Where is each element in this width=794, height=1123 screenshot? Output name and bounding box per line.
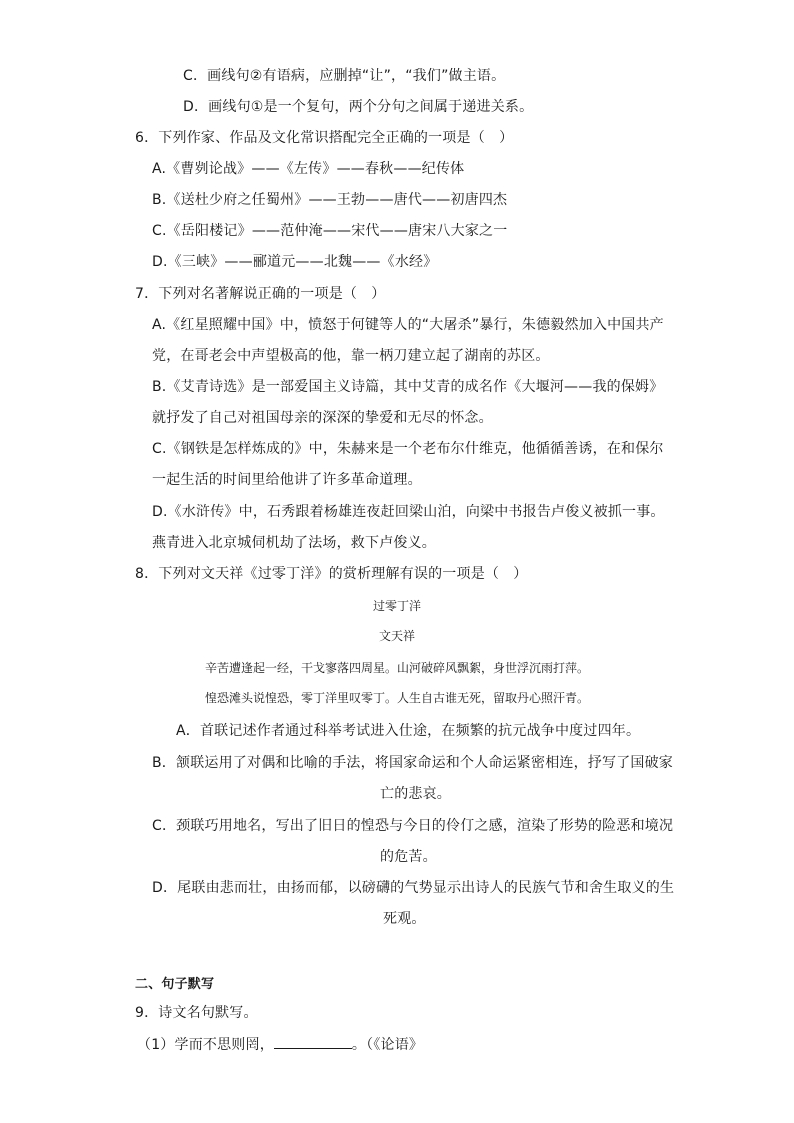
- q8-option-a: A．首联记述作者通过科举考试进入仕途，在频繁的抗元战争中度过四年。: [176, 723, 641, 739]
- q9-item-1-prefix: （1）学而不思则罔，: [137, 1037, 274, 1053]
- poem-author: 文天祥: [378, 629, 415, 643]
- q6-option-c: C.《岳阳楼记》——范仲淹——宋代——唐宋八大家之一: [152, 223, 508, 239]
- q8-option-c-line1: C．颈联巧用地名，写出了旧日的惶恐与今日的伶仃之感，渲染了形势的险恶和境况: [152, 818, 674, 834]
- q8-option-b-line2: 亡的悲哀。: [380, 786, 451, 802]
- q7-option-b-line2: 就抒发了自己对祖国母亲的深深的挚爱和无尽的怀念。: [152, 410, 493, 426]
- q8-option-d-line1: D．尾联由悲而壮，由扬而郁，以磅礴的气势显示出诗人的民族气节和舍生取义的生: [152, 880, 675, 896]
- q8-option-c-line2: 的危苦。: [380, 849, 437, 865]
- q7-option-d-line2: 燕青进入北京城伺机劫了法场，救下卢俊义。: [152, 535, 436, 551]
- poem-line-1: 辛苦遭逢起一经，干戈寥落四周星。山河破碎风飘絮，身世浮沉雨打萍。: [204, 661, 589, 675]
- section-heading: 二、句子默写: [135, 977, 215, 992]
- q9-stem: 9．诗文名句默写。: [135, 1005, 258, 1021]
- q7-option-a-line2: 党，在哥老会中声望极高的他，靠一柄刀建立起了湖南的苏区。: [152, 348, 550, 364]
- q6-stem: 6．下列作家、作品及文化常识搭配完全正确的一项是（ ）: [135, 130, 514, 146]
- q7-option-c-line1: C.《钢铁是怎样炼成的》中，朱赫来是一个老布尔什维克，他循循善诱，在和保尔: [152, 441, 664, 457]
- answer-blank[interactable]: [274, 1034, 352, 1049]
- q5-option-d: D．画线句①是一个复句，两个分句之间属于递进关系。: [183, 99, 534, 115]
- q6-option-a: A.《曹刿论战》——《左传》——春秋——纪传体: [152, 161, 465, 177]
- q7-option-b-line1: B.《艾青诗选》是一部爱国主义诗篇，其中艾青的成名作《大堰河——我的保姆》: [152, 379, 664, 395]
- poem-line-2: 惶恐滩头说惶恐，零丁洋里叹零丁。人生自古谁无死，留取丹心照汗青。: [204, 691, 589, 705]
- q8-option-d-line2: 死观。: [383, 911, 426, 927]
- q8-stem: 8．下列对文天祥《过零丁洋》的赏析理解有误的一项是（ ）: [135, 566, 528, 582]
- q7-option-d-line1: D.《水浒传》中，石秀跟着杨雄连夜赶回梁山泊，向梁中书报告卢俊义被抓一事。: [152, 504, 665, 520]
- q7-stem: 7．下列对名著解说正确的一项是（ ）: [135, 286, 386, 302]
- q6-option-b: B.《送杜少府之任蜀州》——王勃——唐代——初唐四杰: [152, 192, 508, 208]
- q9-item-1-suffix: 。（《论语》: [351, 1037, 424, 1053]
- q7-option-a-line1: A.《红星照耀中国》中，愤怒于何键等人的“大屠杀”暴行，朱德毅然加入中国共产: [152, 317, 664, 333]
- q7-option-c-line2: 一起生活的时间里给他讲了许多革命道理。: [152, 472, 422, 488]
- q8-option-b-line1: B．颔联运用了对偶和比喻的手法，将国家命运和个人命运紧密相连，抒写了国破家: [152, 755, 674, 771]
- q6-option-d: D.《三峡》——郦道元——北魏——《水经》: [152, 254, 438, 270]
- poem-title: 过零丁洋: [372, 599, 421, 613]
- q5-option-c: C．画线句②有语病，应删掉“让”，“我们”做主语。: [183, 68, 506, 84]
- q9-item-1: [137, 1034, 423, 1055]
